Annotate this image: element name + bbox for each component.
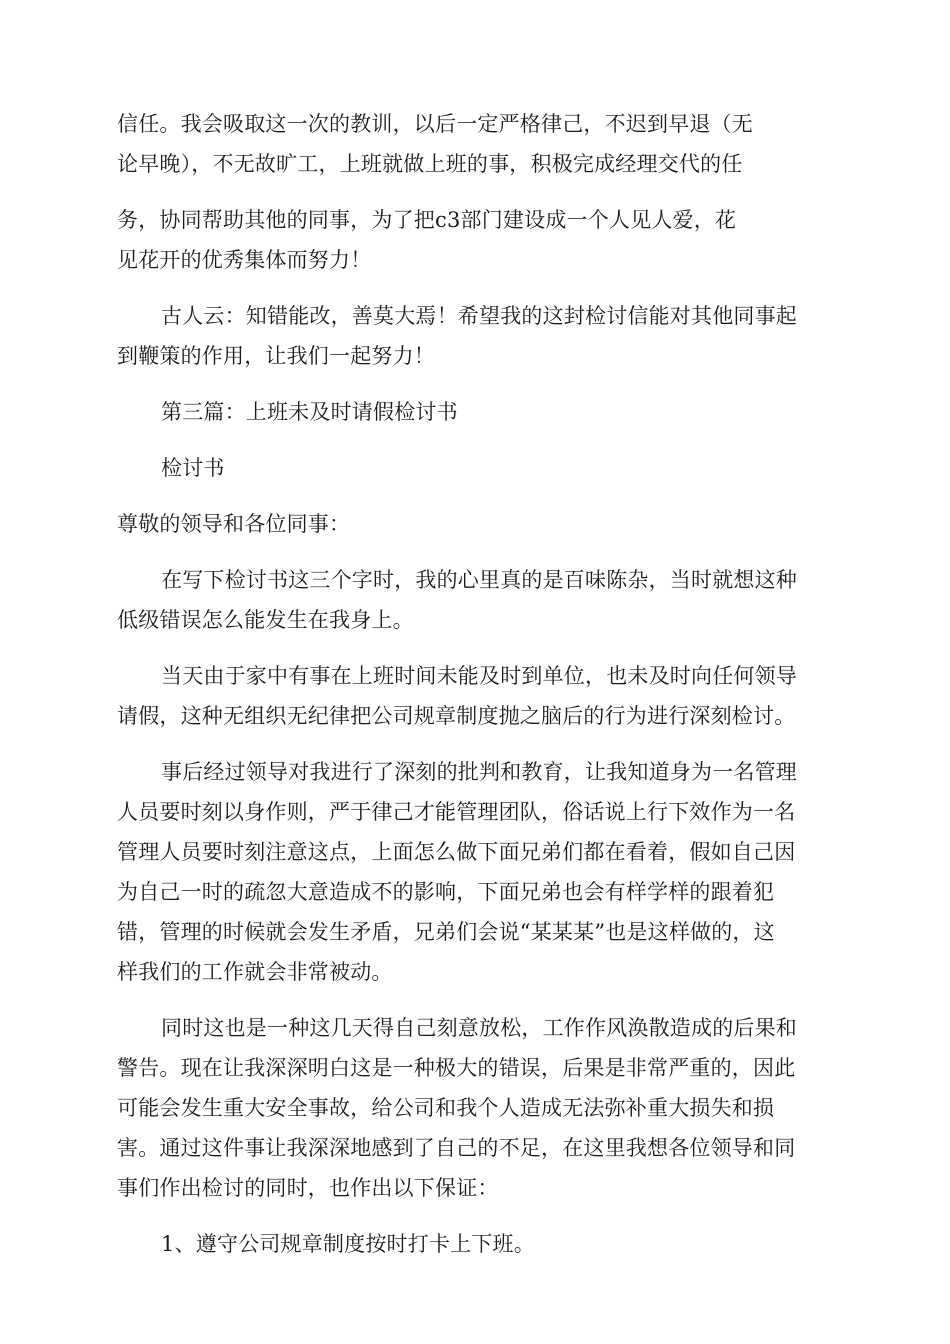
salutation — [117, 504, 835, 544]
text-line: 害。通过这件事让我深深地感到了自己的不足，在这里我想各位领导和同 — [117, 1136, 796, 1160]
text-line: 同时这也是一种这几天得自己刻意放松，工作作风涣散造成的后果和 — [161, 1016, 797, 1040]
text-line: 当天由于家中有事在上班时间未能及时到单位，也未及时向任何领导 — [161, 664, 797, 688]
paragraph-5 — [117, 656, 835, 736]
document-title — [117, 448, 835, 488]
text-line: 务，协同帮助其他的同事，为了把c3部门建设成一个人见人爱，花 — [117, 208, 737, 232]
text-line: 在写下检讨书这三个字时，我的心里真的是百味陈杂，当时就想这种 — [161, 568, 797, 592]
text-line: 检讨书 — [161, 456, 225, 480]
text-line: 信任。我会吸取这一次的教训，以后一定严格律己，不迟到早退（无 — [117, 112, 753, 136]
text-line: 样我们的工作就会非常被动。 — [117, 960, 393, 984]
document-page — [117, 104, 835, 1280]
text-line: 到鞭策的作用，让我们一起努力！ — [117, 344, 435, 368]
paragraph-1 — [117, 104, 835, 184]
text-line: 古人云：知错能改，善莫大焉！希望我的这封检讨信能对其他同事起 — [161, 304, 797, 328]
text-line: 管理人员要时刻注意这点，上面怎么做下面兄弟们都在看着，假如自己因 — [117, 840, 796, 864]
text-line: 请假，这种无组织无纪律把公司规章制度抛之脑后的行为进行深刻检讨。 — [117, 704, 796, 728]
paragraph-6 — [117, 752, 835, 992]
text-line: 错，管理的时候就会发生矛盾，兄弟们会说“某某某”也是这样做的，这 — [117, 920, 775, 944]
text-line: 事后经过领导对我进行了深刻的批判和教育，让我知道身为一名管理 — [161, 760, 797, 784]
text-line: 为自己一时的疏忽大意造成不的影响，下面兄弟也会有样学样的跟着犯 — [117, 880, 775, 904]
text-line: 事们作出检讨的同时，也作出以下保证： — [117, 1176, 499, 1200]
paragraph-4 — [117, 560, 835, 640]
section-heading — [117, 392, 835, 432]
paragraph-7 — [117, 1008, 835, 1208]
text-line: 人员要时刻以身作则，严于律己才能管理团队，俗话说上行下效作为一名 — [117, 800, 796, 824]
text-line: 1、遵守公司规章制度按时打卡上下班。 — [161, 1232, 535, 1256]
text-line: 论早晚），不无故旷工，上班就做上班的事，积极完成经理交代的任 — [117, 152, 743, 176]
text-line: 尊敬的领导和各位同事： — [117, 512, 351, 536]
paragraph-3 — [117, 296, 835, 376]
text-line: 第三篇：上班未及时请假检讨书 — [161, 400, 458, 424]
text-line: 见花开的优秀集体而努力！ — [117, 248, 372, 272]
text-line: 低级错误怎么能发生在我身上。 — [117, 608, 414, 632]
paragraph-2 — [117, 200, 835, 280]
text-line: 可能会发生重大安全事故，给公司和我个人造成无法弥补重大损失和损 — [117, 1096, 775, 1120]
text-line: 警告。现在让我深深明白这是一种极大的错误，后果是非常严重的，因此 — [117, 1056, 796, 1080]
list-item — [117, 1224, 835, 1264]
